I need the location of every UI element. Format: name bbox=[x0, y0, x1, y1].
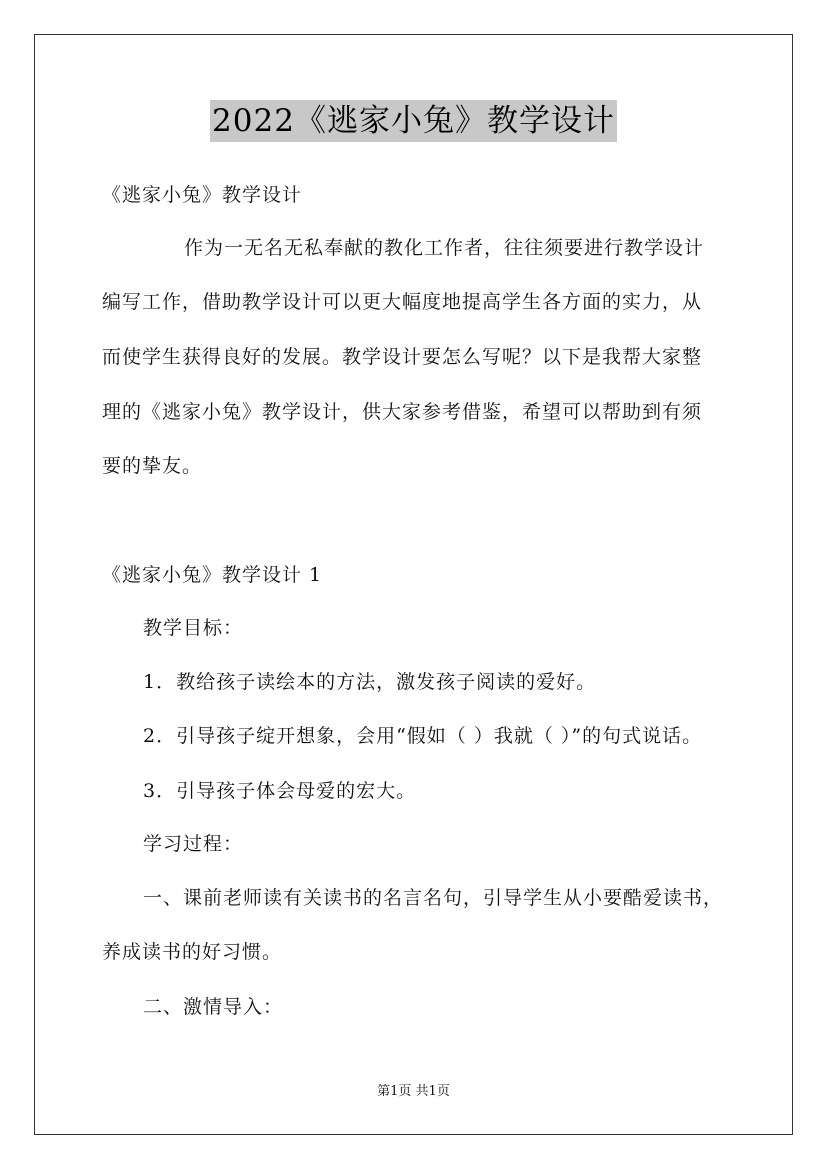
goal-item: 1．教给孩子读绘本的方法，激发孩子阅读的爱好。 bbox=[143, 671, 597, 693]
process-heading: 学习过程： bbox=[143, 833, 244, 855]
document-title-container bbox=[0, 100, 827, 142]
goal-item: 2．引导孩子绽开想象，会用“假如（ ）我就（ ）”的句式说话。 bbox=[143, 725, 703, 747]
intro-line: 编写工作，借助教学设计可以更大幅度地提高学生各方面的实力，从 bbox=[102, 291, 703, 313]
document-subtitle: 《逃家小兔》教学设计 bbox=[102, 184, 303, 206]
step-line: 二、激情导入： bbox=[143, 996, 284, 1018]
goals-heading: 教学目标： bbox=[143, 617, 244, 639]
intro-line: 要的挚友。 bbox=[102, 455, 203, 477]
intro-line: 而使学生获得良好的发展。教学设计要怎么写呢？以下是我帮大家整 bbox=[102, 346, 703, 368]
intro-line: 作为一无名无私奉献的教化工作者，往往须要进行教学设计 bbox=[184, 237, 705, 259]
step-line: 一、课前老师读有关读书的名言名句，引导学生从小要酷爱读书， bbox=[143, 887, 724, 909]
document-title: 2022《逃家小兔》教学设计 bbox=[210, 100, 617, 142]
page-number-footer: 第1页 共1页 bbox=[377, 1084, 450, 1099]
intro-line: 理的《逃家小兔》教学设计，供大家参考借鉴，希望可以帮助到有须 bbox=[102, 401, 703, 423]
goal-item: 3．引导孩子体会母爱的宏大。 bbox=[143, 780, 417, 802]
step-line: 养成读书的好习惯。 bbox=[102, 941, 283, 963]
section-heading: 《逃家小兔》教学设计 1 bbox=[102, 564, 323, 586]
